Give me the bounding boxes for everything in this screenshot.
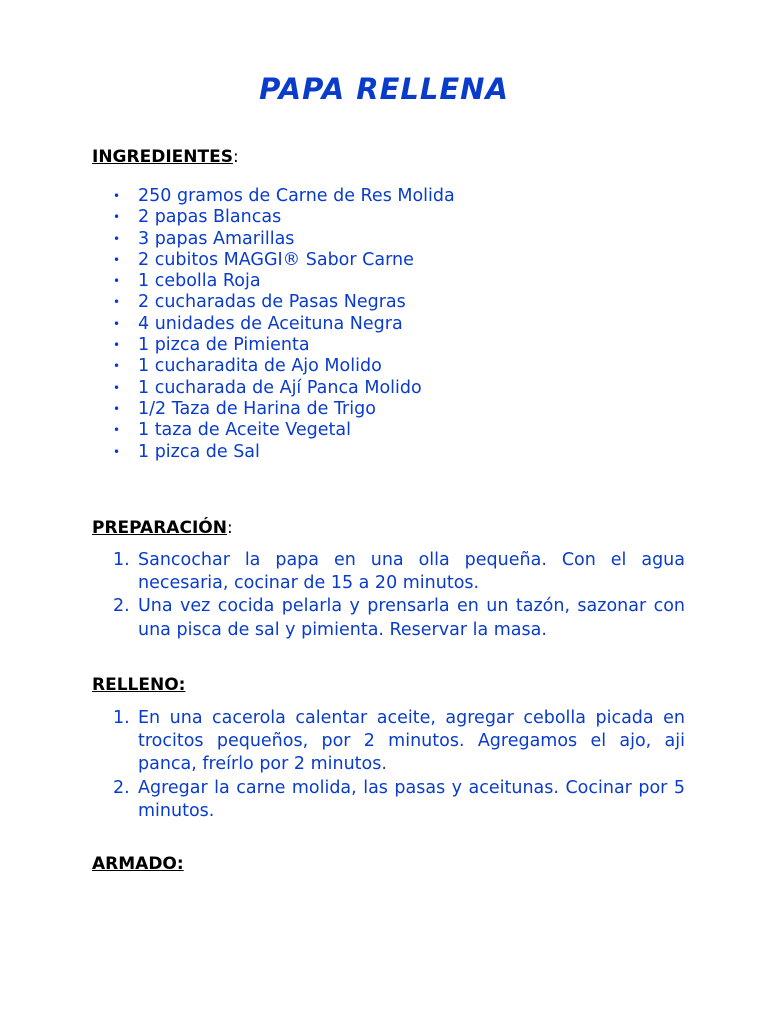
ingredient-text: 1/2 Taza de Harina de Trigo	[138, 398, 376, 419]
ingredient-item	[92, 207, 692, 228]
ingredient-item	[92, 271, 692, 292]
preparacion-step	[92, 549, 685, 595]
ingredientes-heading-text: INGREDIENTES	[92, 147, 233, 167]
ingredient-item	[92, 250, 692, 271]
ingredient-text: 1 pizca de Sal	[138, 441, 260, 462]
bullet-icon: •	[113, 210, 121, 225]
ingredient-item	[92, 420, 692, 441]
ingredient-item	[92, 292, 692, 313]
bullet-icon: •	[113, 338, 121, 353]
preparacion-heading-text: PREPARACIÓN	[92, 518, 227, 538]
armado-heading-text: ARMADO:	[92, 854, 184, 874]
recipe-title: PAPA RELLENA	[259, 72, 509, 106]
bullet-icon: •	[113, 444, 121, 459]
bullet-icon: •	[113, 295, 121, 310]
ingredient-text: 3 papas Amarillas	[138, 228, 295, 249]
step-text: En una cacerola calentar aceite, agregar cebolla picada en trocitos pequeños, por 2 minutos. Agregamos el ajo, aji panca, freírlo por 2 minutos.	[138, 708, 685, 775]
ingredient-item	[92, 442, 692, 463]
bullet-icon: •	[113, 401, 121, 416]
bullet-icon: •	[113, 359, 121, 374]
ingredientes-heading-colon: :	[232, 147, 239, 167]
preparacion-step	[92, 595, 685, 641]
bullet-icon: •	[113, 274, 121, 289]
relleno-heading-text: RELLENO:	[92, 675, 186, 695]
ingredient-text: 2 cucharadas de Pasas Negras	[138, 292, 406, 313]
ingredient-text: 2 cubitos MAGGI® Sabor Carne	[138, 249, 414, 270]
step-text: Una vez cocida pelarla y prensarla en un tazón, sazonar con una pisca de sal y pimienta. Reservar la masa.	[138, 596, 685, 640]
ingredient-item	[92, 335, 692, 356]
preparacion-heading-colon: :	[226, 518, 233, 538]
step-number: 2.	[113, 596, 130, 617]
step-text: Agregar la carne molida, las pasas y aceitunas. Cocinar por 5 minutos.	[138, 777, 685, 821]
relleno-step	[92, 777, 685, 823]
bullet-icon: •	[113, 189, 121, 203]
ingredient-text: 1 cucharadita de Ajo Molido	[138, 356, 382, 377]
ingredient-item	[92, 229, 692, 250]
bullet-icon: •	[113, 252, 121, 267]
bullet-icon: •	[113, 316, 121, 331]
ingredient-text: 1 pizca de Pimienta	[138, 335, 310, 356]
step-number: 2.	[113, 777, 130, 798]
ingredient-text: 1 cebolla Roja	[138, 271, 261, 292]
ingredient-text: 2 papas Blancas	[138, 207, 282, 228]
ingredientes-heading	[92, 147, 239, 167]
bullet-icon: •	[113, 231, 121, 246]
ingredient-item	[92, 186, 692, 207]
step-number: 1.	[113, 708, 130, 728]
relleno-steps	[92, 707, 685, 823]
ingredient-text: 4 unidades de Aceituna Negra	[138, 313, 403, 334]
ingredients-list	[92, 186, 692, 463]
ingredient-text: 1 cucharada de Ají Panca Molido	[138, 377, 422, 398]
bullet-icon: •	[113, 380, 121, 395]
step-number: 1.	[113, 550, 130, 570]
preparacion-heading	[92, 518, 233, 538]
ingredient-text: 1 taza de Aceite Vegetal	[138, 420, 351, 441]
ingredient-item	[92, 378, 692, 399]
ingredient-item	[92, 314, 692, 335]
ingredient-item	[92, 356, 692, 377]
ingredient-item	[92, 399, 692, 420]
step-text: Sancochar la papa en una olla pequeña. Con el agua necesaria, cocinar de 15 a 20 minutos.	[138, 550, 685, 594]
relleno-heading	[92, 675, 185, 695]
preparacion-steps	[92, 549, 685, 642]
bullet-icon: •	[113, 423, 121, 438]
armado-heading	[92, 854, 184, 874]
ingredient-text: 250 gramos de Carne de Res Molida	[138, 186, 455, 206]
relleno-step	[92, 707, 685, 777]
